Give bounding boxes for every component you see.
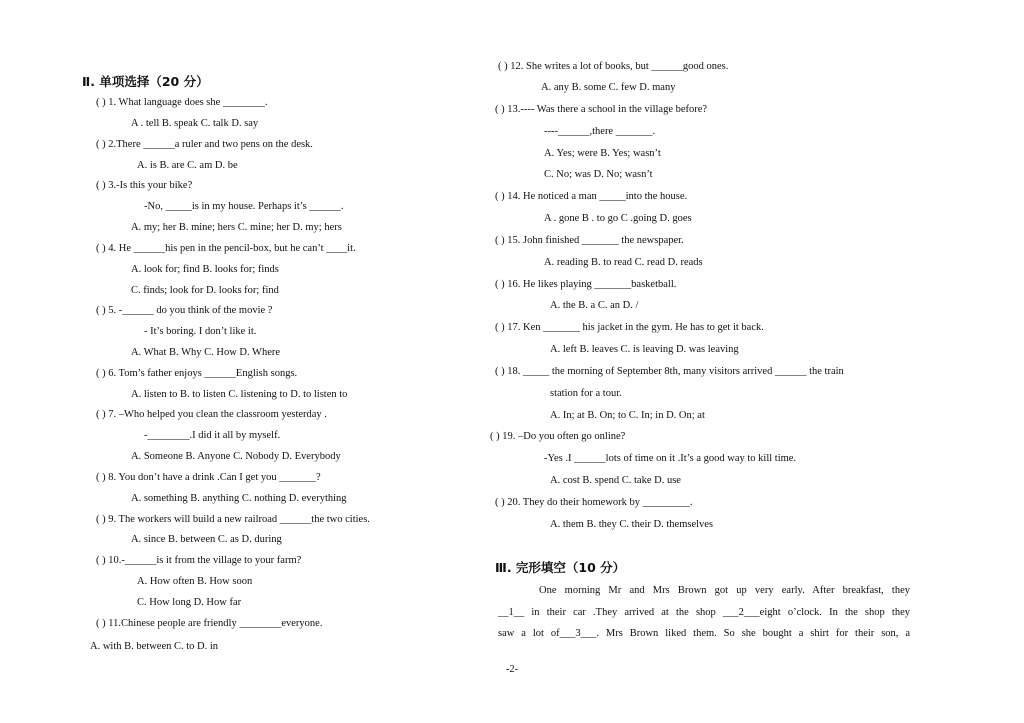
question-8: ( ) 8. You don’t have a drink .Can I get you _______?	[96, 472, 321, 483]
question-2: ( ) 2.There ______a ruler and two pens on the desk.	[96, 139, 313, 150]
question-12-options: A. any B. some C. few D. many	[541, 82, 676, 93]
question-19: ( ) 19. –Do you often go online?	[490, 431, 626, 442]
question-14-options: A . gone B . to go C .going D. goes	[544, 213, 692, 224]
question-15-options: A. reading B. to read C. read D. reads	[544, 257, 703, 268]
question-13-options-cd: C. No; was D. No; wasn’t	[544, 169, 653, 180]
question-10: ( ) 10.-______is it from the village to your farm?	[96, 555, 302, 566]
question-7: ( ) 7. –Who helped you clean the classroom yesterday .	[96, 409, 327, 420]
question-16: ( ) 16. He likes playing _______basketball.	[495, 279, 677, 290]
question-20-options: A. them B. they C. their D. themselves	[550, 519, 714, 530]
question-20: ( ) 20. They do their homework by _________.	[495, 497, 693, 508]
cloze-line-1: One morning Mr and Mrs Brown got up very early. After breakfast, they	[539, 585, 910, 596]
question-4-options-ab: A. look for; find B. looks for; finds	[131, 264, 279, 275]
question-12: ( ) 12. She writes a lot of books, but ______good ones.	[498, 61, 729, 72]
question-13: ( ) 13.---- Was there a school in the village before?	[495, 104, 708, 115]
cloze-passage	[498, 580, 910, 645]
question-3: ( ) 3.-Is this your bike?	[96, 180, 193, 191]
question-5-options: A. What B. Why C. How D. Where	[131, 347, 281, 358]
question-11: ( ) 11.Chinese people are friendly ________everyone.	[96, 618, 323, 629]
question-18-continuation: station for a tour.	[550, 388, 622, 399]
question-19-options: A. cost B. spend C. take D. use	[550, 475, 681, 486]
question-9: ( ) 9. The workers will build a new railroad ______the two cities.	[96, 514, 370, 525]
question-3-dialogue: -No, _____is in my house. Perhaps it’s ______.	[144, 201, 344, 212]
section-2-heading: Ⅱ. 单项选择（20 分）	[82, 74, 209, 89]
question-19-dialogue: -Yes .I ______lots of time on it .It’s a good way to kill time.	[544, 453, 797, 464]
question-3-options: A. my; her B. mine; hers C. mine; her D. my; hers	[131, 222, 342, 233]
page-number: -2-	[505, 664, 519, 675]
cloze-line-2: __1__ in their car .They arrived at the shop ___2___eight o’clock. In the shop they	[498, 606, 910, 618]
question-5: ( ) 5. -______ do you think of the movie ?	[96, 305, 273, 316]
question-16-options: A. the B. a C. an D. /	[550, 300, 639, 311]
question-1: ( ) 1. What language does she ________.	[96, 97, 268, 108]
question-18-options: A. In; at B. On; to C. In; in D. On; at	[550, 410, 705, 421]
question-17: ( ) 17. Ken _______ his jacket in the gym. He has to get it back.	[495, 322, 764, 333]
question-7-dialogue: -________.I did it all by myself.	[144, 430, 281, 441]
question-15: ( ) 15. John finished _______ the newspaper.	[495, 235, 684, 246]
question-4-options-cd: C. finds; look for D. looks for; find	[131, 285, 279, 296]
question-13-options-ab: A. Yes; were B. Yes; wasn’t	[544, 148, 661, 159]
question-13-dialogue: ----______,there _______.	[544, 126, 656, 137]
question-8-options: A. something B. anything C. nothing D. everything	[131, 493, 347, 504]
cloze-line-3: saw a lot of___3___. Mrs Brown liked them. So she bought a shirt for their son, a	[498, 628, 910, 639]
question-17-options: A. left B. leaves C. is leaving D. was leaving	[550, 344, 739, 355]
question-7-options: A. Someone B. Anyone C. Nobody D. Everybody	[131, 451, 341, 462]
question-10-options-ab: A. How often B. How soon	[137, 576, 253, 587]
question-10-options-cd: C. How long D. How far	[137, 597, 242, 608]
question-11-options: A. with B. between C. to D. in	[90, 641, 219, 652]
question-6: ( ) 6. Tom’s father enjoys ______English songs.	[96, 368, 298, 379]
section-3-heading: Ⅲ. 完形填空（10 分）	[495, 560, 626, 575]
question-2-options: A. is B. are C. am D. be	[137, 160, 238, 171]
question-9-options: A. since B. between C. as D. during	[131, 534, 282, 545]
question-1-options: A . tell B. speak C. talk D. say	[131, 118, 259, 129]
question-5-dialogue: - It’s boring. I don’t like it.	[144, 326, 257, 337]
question-6-options: A. listen to B. to listen C. listening to D. to listen to	[131, 389, 348, 400]
question-14: ( ) 14. He noticed a man _____into the house.	[495, 191, 688, 202]
question-4: ( ) 4. He ______his pen in the pencil-box, but he can’t ____it.	[96, 243, 356, 254]
question-18: ( ) 18. _____ the morning of September 8th, many visitors arrived ______ the train	[495, 366, 844, 377]
